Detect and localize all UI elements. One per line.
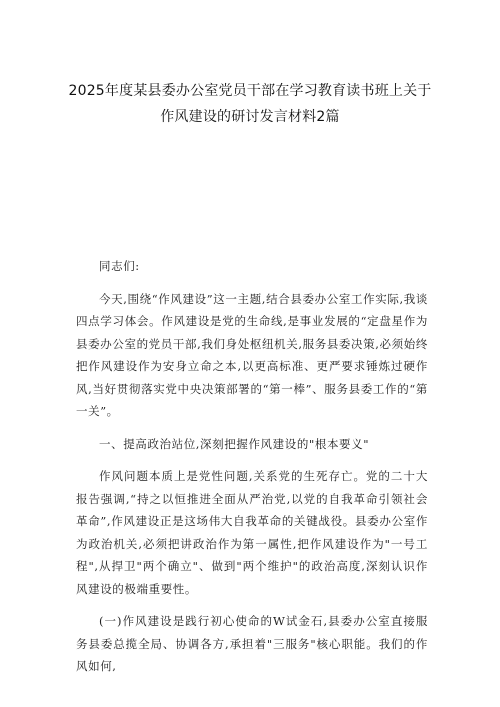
paragraph-intro: 今天,围绕“作风建设”这一主题,结合县委办公室工作实际,我谈四点学习体会。作风建设是党的生命线,是事业发展的“定盘星作为县委办公室的党员干部,我们身处枢纽机关,服务县委决策,必须始终把作风建设作为安身立命之本,以更高标准、更严要求锤炼过硬作风,当好贯彻落实党中央决策部署的“第一棒”、服务县委工作的“第一关”。	[76, 291, 428, 418]
paragraph-subsection-1: (一)作风建设是践行初心使命的W试金石,县委办公室直接服务县委总揽全局、协调各方,承担着"三服务"核心职能。我们的作风如何,	[76, 614, 428, 673]
section-heading-1: 一、提高政治站位,深刻把握作风建设的"根本要义"	[99, 436, 370, 451]
title-line-1: 2025年度某县委办公室党员干部在学习教育读书班上关于	[68, 83, 432, 99]
greeting: 同志们:	[99, 259, 140, 273]
paragraph-section-1: 作风问题本质上是党性问题,关系党的生死存亡。党的二十大报告强调,“持之以恒推进全面从严治党,以党的自我革命引领社会革命”,作风建设正是这场伟大自我革命的关键战役。县委办公室作为政治机关,必须把讲政治作为第一属性,把作风建设作为"一号工程",从捍卫"两个确立"、做到"两个维护"的政治高度,深刻认识作风建设的极端重要性。	[76, 469, 428, 596]
document-title	[40, 78, 460, 130]
title-line-2: 作风建设的研讨发言材料2篇	[160, 109, 340, 125]
document-body	[76, 255, 428, 678]
